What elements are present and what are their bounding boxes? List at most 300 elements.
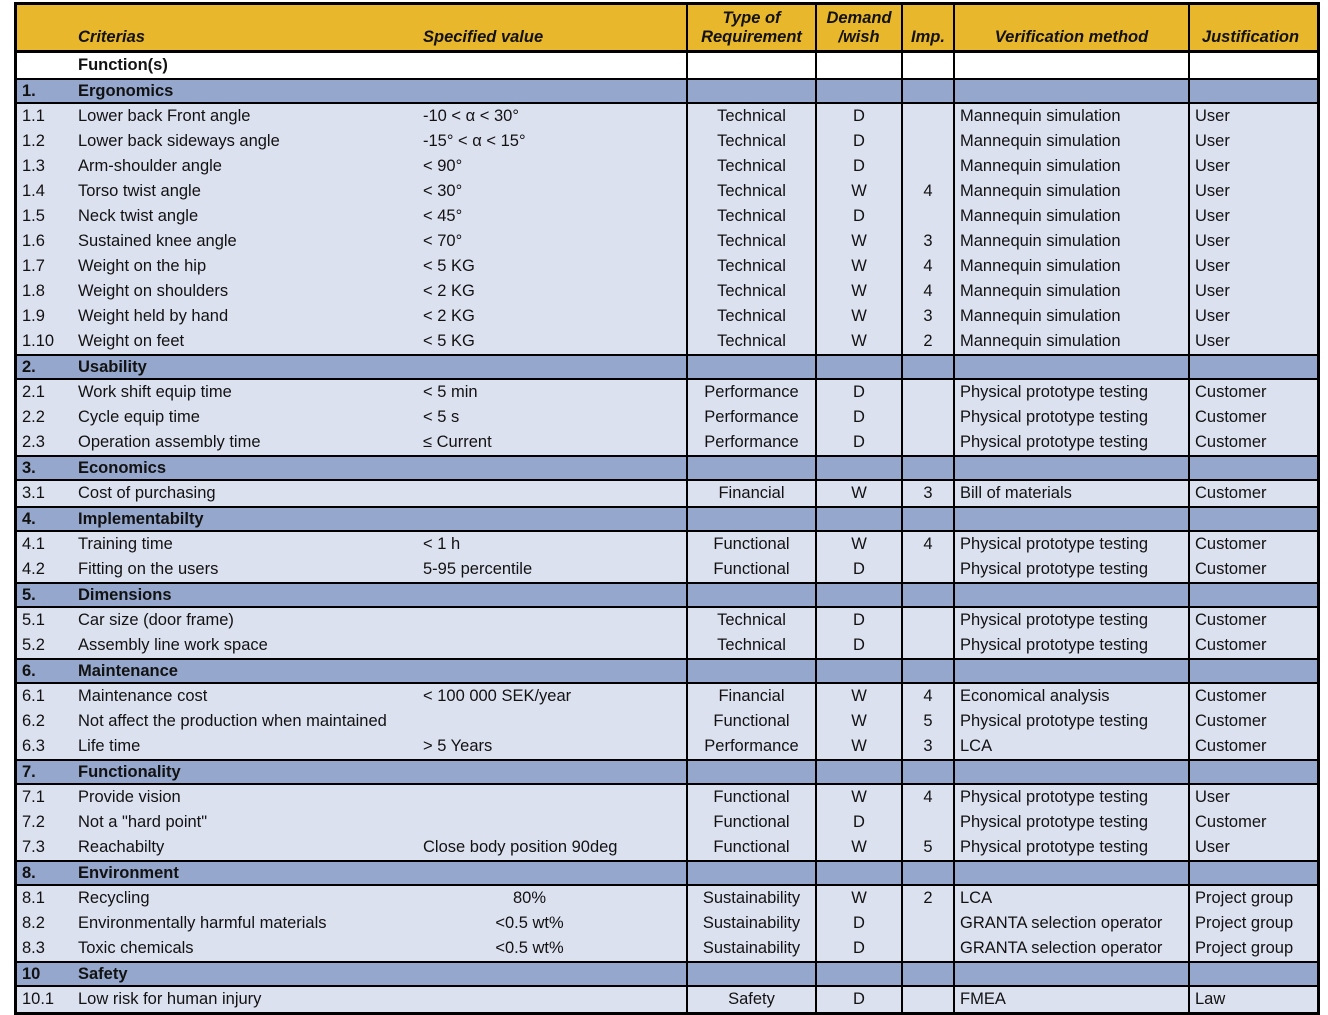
section-verification-cell (953, 80, 1188, 102)
requirement-row (17, 405, 1317, 430)
requirement-justification: User (1188, 179, 1311, 204)
requirement-specified-value (423, 608, 686, 633)
requirement-type: Technical (686, 104, 815, 129)
requirement-justification: User (1188, 229, 1311, 254)
section-imp-cell (901, 457, 953, 479)
requirement-number: 1.6 (22, 232, 45, 250)
section-row (17, 506, 1317, 532)
section-number: 1. (22, 82, 36, 100)
requirement-verification-method: FMEA (953, 987, 1188, 1012)
section-type-cell (686, 862, 815, 884)
section-demand-cell (815, 356, 901, 378)
requirement-verification-method: Mannequin simulation (953, 279, 1188, 304)
requirement-importance (901, 104, 953, 129)
section-number: 3. (22, 459, 36, 477)
requirement-demand-wish: D (815, 405, 901, 430)
requirement-criteria: Arm-shoulder angle (78, 157, 222, 175)
requirement-demand-wish: D (815, 911, 901, 936)
requirement-justification: Customer (1188, 633, 1311, 658)
section-row (17, 961, 1317, 987)
requirement-criteria: Maintenance cost (78, 687, 208, 705)
requirement-demand-wish: W (815, 785, 901, 810)
requirement-importance: 2 (901, 329, 953, 354)
requirement-specified-value (423, 987, 686, 1012)
requirement-justification: Customer (1188, 380, 1311, 405)
requirement-criteria: Lower back sideways angle (78, 132, 280, 150)
requirement-row (17, 129, 1317, 154)
requirement-specified-value: -15° < α < 15° (423, 132, 526, 150)
requirement-type: Performance (686, 734, 815, 759)
requirement-importance (901, 129, 953, 154)
requirement-justification: Customer (1188, 532, 1311, 557)
requirement-importance (901, 936, 953, 961)
requirement-importance (901, 380, 953, 405)
requirement-importance (901, 911, 953, 936)
requirement-criteria: Neck twist angle (78, 207, 199, 225)
requirement-type: Technical (686, 179, 815, 204)
requirement-row (17, 684, 1317, 709)
requirement-criteria: Operation assembly time (78, 433, 261, 451)
requirement-row (17, 709, 1317, 734)
requirement-type: Technical (686, 204, 815, 229)
requirement-demand-wish: W (815, 254, 901, 279)
section-value-cell (423, 862, 686, 884)
requirement-number: 1.2 (22, 132, 45, 150)
requirement-justification: Customer (1188, 481, 1311, 506)
requirement-type: Technical (686, 254, 815, 279)
section-value-cell (423, 584, 686, 606)
section-title: Functionality (78, 763, 181, 781)
requirement-type: Technical (686, 633, 815, 658)
section-title: Economics (78, 459, 167, 477)
section-verification-cell (953, 508, 1188, 530)
requirement-verification-method: LCA (953, 886, 1188, 911)
requirement-demand-wish: D (815, 204, 901, 229)
requirement-row (17, 279, 1317, 304)
requirement-specified-value: < 5 KG (423, 332, 475, 350)
requirement-criteria: Lower back Front angle (78, 107, 251, 125)
requirement-verification-method: Physical prototype testing (953, 810, 1188, 835)
section-value-cell (423, 508, 686, 530)
header-type-of-requirement (686, 5, 815, 50)
header-importance: Imp. (901, 5, 953, 50)
requirement-justification: User (1188, 304, 1311, 329)
function-row-imp-cell (901, 53, 953, 78)
requirement-specified-value: < 5 s (423, 408, 460, 426)
requirement-importance: 4 (901, 254, 953, 279)
section-imp-cell (901, 356, 953, 378)
requirement-verification-method: Mannequin simulation (953, 179, 1188, 204)
requirement-specified-value: < 100 000 SEK/year (423, 687, 572, 705)
function-row-label: Function(s) (78, 56, 168, 74)
requirement-criteria: Not a "hard point" (78, 813, 208, 831)
section-value-cell (423, 761, 686, 783)
requirement-type: Performance (686, 380, 815, 405)
requirement-row (17, 329, 1317, 354)
requirement-demand-wish: D (815, 936, 901, 961)
requirement-row (17, 179, 1317, 204)
section-imp-cell (901, 963, 953, 985)
requirement-importance (901, 633, 953, 658)
section-title: Maintenance (78, 662, 178, 680)
requirement-criteria: Cost of purchasing (78, 484, 216, 502)
requirement-row (17, 734, 1317, 759)
requirement-importance: 5 (901, 709, 953, 734)
requirement-row (17, 987, 1317, 1012)
requirement-row (17, 229, 1317, 254)
function-row-verification-cell (953, 53, 1188, 78)
requirement-number: 10.1 (22, 990, 55, 1008)
section-demand-cell (815, 457, 901, 479)
requirement-specified-value: < 70° (423, 232, 463, 250)
section-imp-cell (901, 508, 953, 530)
section-demand-cell (815, 660, 901, 682)
section-verification-cell (953, 584, 1188, 606)
section-number: 7. (22, 763, 36, 781)
requirement-specified-value (423, 810, 686, 835)
requirement-importance (901, 405, 953, 430)
requirement-demand-wish: D (815, 380, 901, 405)
requirement-criteria: Cycle equip time (78, 408, 200, 426)
requirement-specified-value (423, 481, 686, 506)
requirement-verification-method: Physical prototype testing (953, 709, 1188, 734)
requirement-verification-method: Mannequin simulation (953, 129, 1188, 154)
header-type-line2: Requirement (701, 28, 802, 47)
requirement-verification-method: Mannequin simulation (953, 254, 1188, 279)
requirement-demand-wish: W (815, 329, 901, 354)
section-type-cell (686, 457, 815, 479)
section-verification-cell (953, 660, 1188, 682)
requirement-justification: User (1188, 279, 1311, 304)
requirement-criteria: Weight on shoulders (78, 282, 229, 300)
requirement-verification-method: Physical prototype testing (953, 557, 1188, 582)
requirement-type: Sustainability (686, 886, 815, 911)
requirement-specified-value: < 2 KG (423, 307, 475, 325)
section-demand-cell (815, 963, 901, 985)
requirement-specified-value: <0.5 wt% (495, 939, 564, 957)
requirement-specified-value: < 5 min (423, 383, 478, 401)
requirement-specified-value: Close body position 90deg (423, 838, 618, 856)
section-value-cell (423, 660, 686, 682)
requirements-table (14, 2, 1320, 1015)
section-imp-cell (901, 660, 953, 682)
requirement-demand-wish: W (815, 709, 901, 734)
section-type-cell (686, 508, 815, 530)
requirement-criteria: Environmentally harmful materials (78, 914, 327, 932)
section-title: Environment (78, 864, 179, 882)
requirement-importance: 4 (901, 684, 953, 709)
requirement-justification: Customer (1188, 405, 1311, 430)
requirement-justification: Customer (1188, 810, 1311, 835)
requirement-verification-method: LCA (953, 734, 1188, 759)
requirement-verification-method: Physical prototype testing (953, 835, 1188, 860)
requirement-verification-method: Economical analysis (953, 684, 1188, 709)
section-justification-cell (1188, 660, 1311, 682)
requirement-verification-method: Physical prototype testing (953, 608, 1188, 633)
requirement-justification: Law (1188, 987, 1311, 1012)
section-demand-cell (815, 761, 901, 783)
function-row-number-cell (17, 53, 75, 78)
section-title: Dimensions (78, 586, 172, 604)
requirement-row (17, 380, 1317, 405)
requirement-type: Functional (686, 810, 815, 835)
requirement-criteria: Car size (door frame) (78, 611, 234, 629)
section-imp-cell (901, 862, 953, 884)
requirement-number: 7.3 (22, 838, 45, 856)
requirement-importance (901, 810, 953, 835)
section-number: 2. (22, 358, 36, 376)
header-demand-line1: Demand (826, 9, 892, 28)
requirement-row (17, 430, 1317, 455)
requirement-row (17, 557, 1317, 582)
section-demand-cell (815, 862, 901, 884)
requirement-row (17, 254, 1317, 279)
requirement-specified-value: 5-95 percentile (423, 560, 533, 578)
section-title: Safety (78, 965, 128, 983)
header-justification: Justification (1188, 5, 1311, 50)
requirement-verification-method: Mannequin simulation (953, 329, 1188, 354)
requirement-criteria: Fitting on the users (78, 560, 219, 578)
section-justification-cell (1188, 356, 1311, 378)
requirement-type: Performance (686, 405, 815, 430)
requirement-demand-wish: D (815, 633, 901, 658)
requirement-demand-wish: D (815, 608, 901, 633)
requirement-specified-value: < 90° (423, 157, 463, 175)
requirement-number: 1.7 (22, 257, 45, 275)
requirement-type: Functional (686, 835, 815, 860)
requirement-justification: Customer (1188, 734, 1311, 759)
requirement-type: Performance (686, 430, 815, 455)
requirement-demand-wish: W (815, 734, 901, 759)
table-header-row (17, 5, 1317, 53)
requirement-demand-wish: W (815, 481, 901, 506)
requirement-importance: 3 (901, 734, 953, 759)
requirement-row (17, 154, 1317, 179)
requirement-row (17, 911, 1317, 936)
requirement-number: 1.1 (22, 107, 45, 125)
requirement-row (17, 936, 1317, 961)
requirement-type: Functional (686, 785, 815, 810)
requirement-verification-method: GRANTA selection operator (953, 936, 1188, 961)
section-value-cell (423, 356, 686, 378)
function-row-value-cell (423, 53, 686, 78)
section-title: Implementabilty (78, 510, 204, 528)
requirement-demand-wish: D (815, 430, 901, 455)
section-imp-cell (901, 761, 953, 783)
requirement-criteria: Training time (78, 535, 173, 553)
requirement-specified-value (423, 633, 686, 658)
requirement-specified-value: < 5 KG (423, 257, 475, 275)
requirement-verification-method: GRANTA selection operator (953, 911, 1188, 936)
section-number: 6. (22, 662, 36, 680)
requirement-number: 2.1 (22, 383, 45, 401)
requirement-justification: User (1188, 129, 1311, 154)
requirement-demand-wish: W (815, 684, 901, 709)
function-row (17, 53, 1317, 78)
requirement-type: Technical (686, 608, 815, 633)
requirement-criteria: Life time (78, 737, 141, 755)
requirement-verification-method: Mannequin simulation (953, 104, 1188, 129)
section-number: 10 (22, 965, 41, 983)
requirement-importance: 3 (901, 229, 953, 254)
requirement-demand-wish: D (815, 129, 901, 154)
requirement-importance (901, 154, 953, 179)
section-value-cell (423, 457, 686, 479)
requirement-number: 6.3 (22, 737, 45, 755)
section-row (17, 455, 1317, 481)
section-type-cell (686, 80, 815, 102)
requirement-criteria: Weight on feet (78, 332, 185, 350)
section-demand-cell (815, 80, 901, 102)
requirement-specified-value: < 30° (423, 182, 463, 200)
requirement-importance: 4 (901, 785, 953, 810)
requirement-justification: User (1188, 154, 1311, 179)
section-demand-cell (815, 508, 901, 530)
function-row-type-cell (686, 53, 815, 78)
section-justification-cell (1188, 963, 1311, 985)
requirement-number: 8.2 (22, 914, 45, 932)
requirement-number: 5.1 (22, 611, 45, 629)
requirement-number: 1.5 (22, 207, 45, 225)
section-row (17, 658, 1317, 684)
requirement-justification: User (1188, 835, 1311, 860)
requirement-criteria: Not affect the production when maintained (78, 712, 387, 730)
requirement-justification: Project group (1188, 936, 1311, 961)
requirement-justification: User (1188, 254, 1311, 279)
requirement-criteria: Provide vision (78, 788, 181, 806)
requirement-row (17, 481, 1317, 506)
requirement-verification-method: Physical prototype testing (953, 405, 1188, 430)
requirement-importance (901, 987, 953, 1012)
requirement-demand-wish: D (815, 557, 901, 582)
requirement-number: 3.1 (22, 484, 45, 502)
requirement-demand-wish: W (815, 279, 901, 304)
function-row-justification-cell (1188, 53, 1311, 78)
section-type-cell (686, 584, 815, 606)
requirement-justification: Project group (1188, 886, 1311, 911)
section-value-cell (423, 80, 686, 102)
section-demand-cell (815, 584, 901, 606)
requirement-demand-wish: W (815, 886, 901, 911)
requirement-criteria: Reachabilty (78, 838, 165, 856)
section-number: 8. (22, 864, 36, 882)
requirement-importance: 5 (901, 835, 953, 860)
requirement-justification: User (1188, 785, 1311, 810)
requirement-number: 2.2 (22, 408, 45, 426)
requirement-specified-value: ≤ Current (423, 433, 492, 451)
section-title: Usability (78, 358, 147, 376)
requirement-verification-method: Mannequin simulation (953, 154, 1188, 179)
requirement-type: Financial (686, 684, 815, 709)
requirement-justification: Customer (1188, 684, 1311, 709)
section-value-cell (423, 963, 686, 985)
requirement-verification-method: Mannequin simulation (953, 229, 1188, 254)
header-spacer-cell (17, 5, 75, 50)
section-row (17, 860, 1317, 886)
function-row-demand-cell (815, 53, 901, 78)
requirement-verification-method: Mannequin simulation (953, 304, 1188, 329)
requirement-row (17, 304, 1317, 329)
requirement-number: 1.10 (22, 332, 55, 350)
requirement-criteria: Toxic chemicals (78, 939, 194, 957)
requirement-number: 7.2 (22, 813, 45, 831)
section-justification-cell (1188, 457, 1311, 479)
requirement-specified-value: <0.5 wt% (495, 914, 564, 932)
requirement-criteria: Torso twist angle (78, 182, 201, 200)
requirement-type: Financial (686, 481, 815, 506)
requirement-row (17, 204, 1317, 229)
requirement-type: Functional (686, 557, 815, 582)
requirement-criteria: Weight on the hip (78, 257, 207, 275)
requirement-justification: Customer (1188, 557, 1311, 582)
requirement-importance: 4 (901, 532, 953, 557)
section-verification-cell (953, 963, 1188, 985)
requirement-importance: 4 (901, 179, 953, 204)
requirement-demand-wish: W (815, 304, 901, 329)
requirement-criteria: Low risk for human injury (78, 990, 262, 1008)
section-verification-cell (953, 862, 1188, 884)
requirement-number: 1.8 (22, 282, 45, 300)
header-demand-wish (815, 5, 901, 50)
requirement-criteria: Work shift equip time (78, 383, 232, 401)
section-verification-cell (953, 457, 1188, 479)
section-type-cell (686, 356, 815, 378)
table-body (17, 78, 1317, 1012)
section-justification-cell (1188, 508, 1311, 530)
header-specified-value: Specified value (423, 28, 544, 47)
section-row (17, 354, 1317, 380)
requirement-criteria: Weight held by hand (78, 307, 229, 325)
requirement-specified-value: > 5 Years (423, 737, 493, 755)
requirement-importance (901, 430, 953, 455)
section-type-cell (686, 761, 815, 783)
section-verification-cell (953, 356, 1188, 378)
section-imp-cell (901, 80, 953, 102)
section-type-cell (686, 963, 815, 985)
requirement-verification-method: Mannequin simulation (953, 204, 1188, 229)
section-row (17, 582, 1317, 608)
requirement-justification: Project group (1188, 911, 1311, 936)
requirement-type: Functional (686, 532, 815, 557)
requirement-demand-wish: W (815, 229, 901, 254)
requirement-justification: Customer (1188, 430, 1311, 455)
requirement-specified-value: 80% (512, 889, 547, 907)
requirement-row (17, 835, 1317, 860)
requirement-demand-wish: W (815, 835, 901, 860)
requirement-specified-value (423, 709, 686, 734)
header-demand-line2: /wish (838, 28, 880, 47)
requirement-importance (901, 204, 953, 229)
section-type-cell (686, 660, 815, 682)
requirement-number: 7.1 (22, 788, 45, 806)
requirement-demand-wish: D (815, 987, 901, 1012)
requirement-row (17, 532, 1317, 557)
section-title: Ergonomics (78, 82, 174, 100)
requirement-number: 6.2 (22, 712, 45, 730)
requirement-importance (901, 557, 953, 582)
header-verification-method: Verification method (953, 5, 1188, 50)
header-criterias: Criterias (78, 28, 145, 47)
section-number: 5. (22, 586, 36, 604)
requirement-type: Sustainability (686, 911, 815, 936)
requirement-type: Technical (686, 229, 815, 254)
requirement-type: Technical (686, 329, 815, 354)
requirement-number: 6.1 (22, 687, 45, 705)
requirement-criteria: Sustained knee angle (78, 232, 237, 250)
requirement-importance: 4 (901, 279, 953, 304)
requirement-importance: 3 (901, 481, 953, 506)
requirement-type: Functional (686, 709, 815, 734)
